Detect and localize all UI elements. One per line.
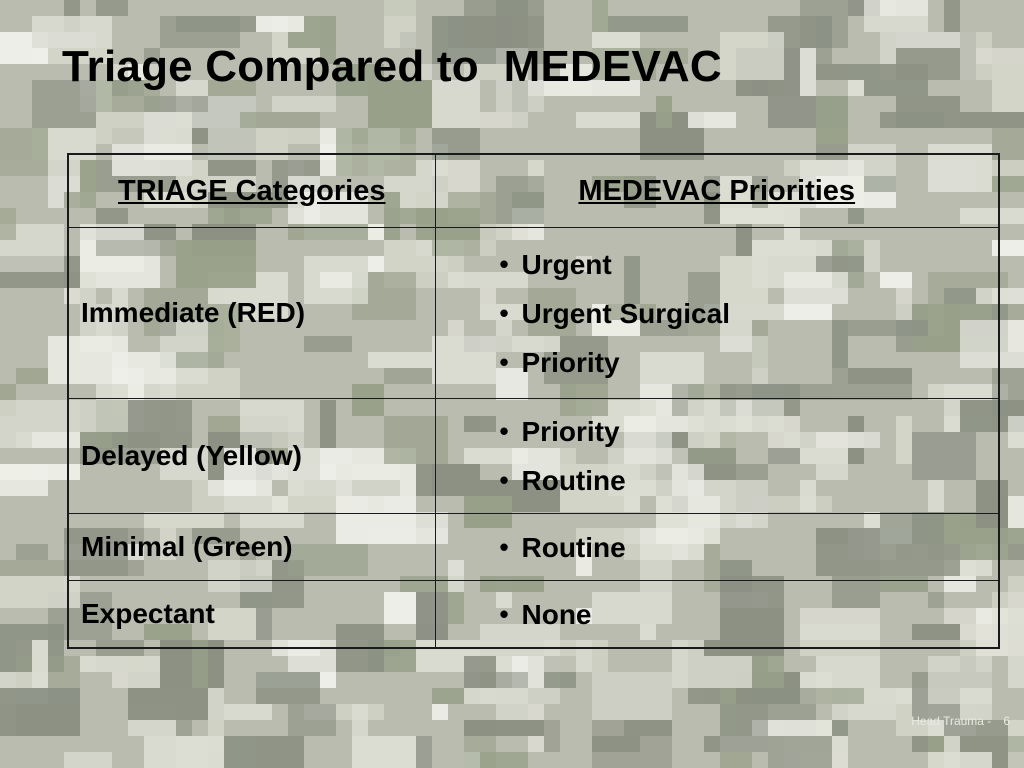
page-number: 6 (1003, 714, 1010, 728)
camo-block (288, 704, 336, 736)
triage-category: Minimal (Green) (68, 514, 435, 581)
priority-label: Routine (521, 465, 626, 496)
priority-label: None (521, 598, 592, 630)
camo-block (848, 80, 864, 96)
camo-block (816, 96, 848, 144)
camo-block (432, 704, 448, 720)
list-item (499, 456, 987, 505)
camo-block (944, 0, 960, 32)
camo-block (464, 720, 544, 736)
priority-cell (435, 399, 999, 514)
priority-list (448, 407, 987, 505)
camo-block (992, 64, 1024, 112)
camo-block (256, 16, 304, 32)
camo-block (0, 464, 48, 496)
camo-block (816, 656, 880, 688)
priority-label: Priority (521, 416, 620, 447)
camo-block (928, 656, 992, 704)
bullet-icon: • (499, 346, 509, 377)
camo-block (288, 128, 320, 144)
camo-block (1008, 576, 1024, 608)
bullet-icon: • (499, 598, 509, 629)
camo-block (896, 32, 960, 48)
camo-block (16, 368, 48, 384)
camo-block (896, 0, 928, 16)
header-medevac-priorities: MEDEVAC Priorities (435, 154, 999, 228)
triage-category: Expectant (68, 581, 435, 649)
camo-block (592, 672, 672, 720)
triage-category: Immediate (RED) (68, 228, 435, 399)
priority-list (448, 523, 987, 572)
bullet-icon: • (499, 531, 509, 562)
camo-block (816, 16, 832, 64)
priority-label: Urgent (521, 248, 612, 280)
camo-block (96, 0, 128, 16)
list-item (499, 338, 987, 387)
priority-cell (435, 514, 999, 581)
priority-label: Routine (521, 531, 626, 563)
camo-block (64, 752, 112, 768)
camo-block (464, 736, 496, 768)
camo-block (16, 704, 48, 736)
camo-block (1008, 544, 1024, 560)
table-row (68, 581, 999, 649)
table-row (68, 514, 999, 581)
camo-block (656, 96, 672, 128)
camo-block (272, 96, 336, 112)
camo-block (352, 704, 368, 736)
priority-list (448, 590, 987, 639)
list-item (499, 407, 987, 456)
camo-block (704, 736, 720, 752)
camo-block (688, 112, 736, 128)
bullet-icon: • (499, 248, 509, 279)
camo-block (544, 720, 560, 752)
camo-block (768, 736, 832, 768)
camo-block (384, 0, 416, 48)
table-header-row (68, 154, 999, 228)
triage-medevac-table (67, 153, 1000, 649)
camo-block (80, 656, 160, 672)
bullet-icon: • (499, 465, 509, 495)
slide-title: Triage Compared to MEDEVAC (62, 42, 722, 91)
camo-block (576, 112, 640, 128)
camo-block (816, 64, 848, 80)
camo-block (592, 0, 608, 32)
table-row (68, 228, 999, 399)
footer-text: Head Trauma - (911, 714, 992, 728)
list-item (499, 523, 987, 572)
camo-block (0, 256, 64, 272)
camo-block (224, 736, 304, 768)
camo-block (240, 112, 320, 128)
camo-block (720, 32, 784, 80)
bullet-icon: • (499, 297, 509, 328)
camo-block (960, 32, 992, 80)
list-item (499, 590, 987, 639)
camo-block (944, 736, 960, 768)
priority-label: Urgent Surgical (521, 297, 730, 329)
camo-block (624, 720, 672, 736)
table-row (68, 399, 999, 514)
camo-block (688, 688, 704, 704)
triage-category: Delayed (Yellow) (68, 399, 435, 514)
camo-block (464, 688, 496, 704)
camo-block (608, 16, 688, 32)
camo-block (752, 656, 784, 688)
list-item (499, 289, 987, 338)
priority-cell (435, 228, 999, 399)
camo-block (816, 688, 864, 704)
camo-block (32, 640, 48, 688)
camo-block (0, 208, 16, 240)
camo-block (224, 704, 272, 720)
priority-list (448, 240, 987, 387)
priority-label: Priority (521, 346, 620, 378)
camo-block (1008, 496, 1024, 528)
camo-block (480, 112, 528, 128)
camo-block (480, 672, 528, 688)
header-triage-categories: TRIAGE Categories (68, 154, 435, 228)
camo-block (416, 736, 432, 768)
camo-block (592, 736, 640, 752)
camo-block (720, 752, 752, 768)
camo-block (1008, 416, 1024, 448)
slide-footer (899, 714, 1010, 728)
camo-block (720, 704, 768, 752)
camo-block (0, 128, 48, 176)
camo-block (896, 96, 960, 128)
camo-block (832, 704, 896, 720)
bullet-icon: • (499, 416, 509, 446)
camo-block (880, 0, 896, 16)
camo-block (16, 544, 48, 560)
camo-block (960, 112, 1024, 128)
camo-block (256, 672, 320, 704)
list-item (499, 240, 987, 289)
priority-cell (435, 581, 999, 649)
